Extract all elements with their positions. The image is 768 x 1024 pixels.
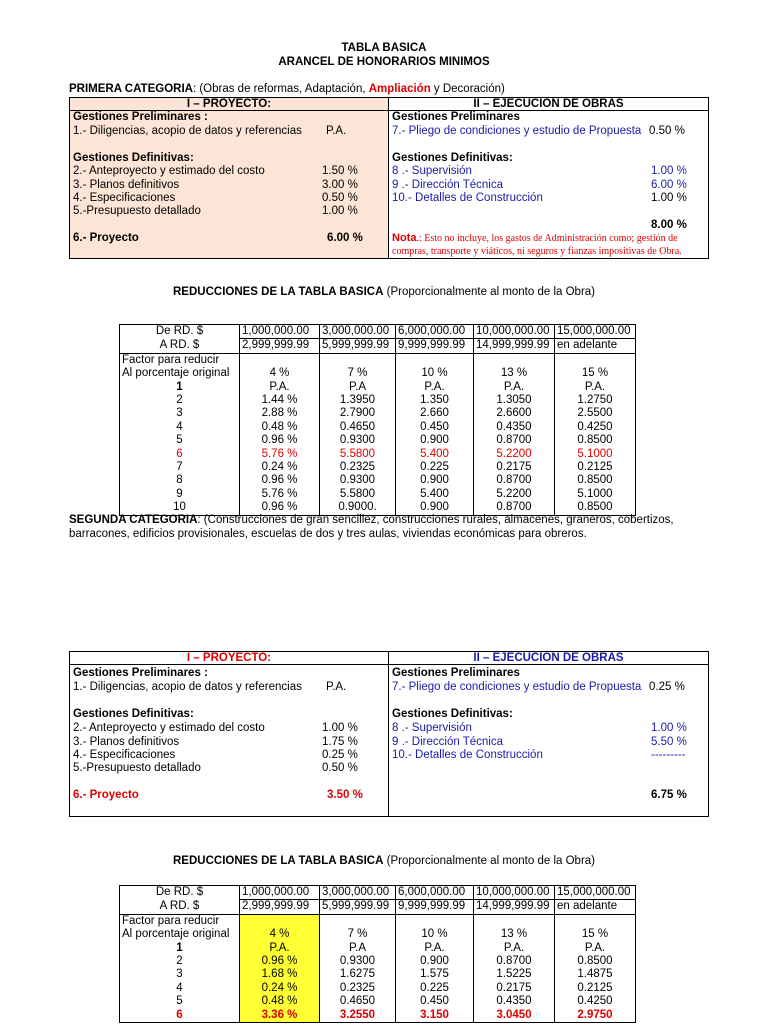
value-cell: 2.9750 xyxy=(555,1009,636,1023)
cat2-label: SEGUNDA CATEGORIA xyxy=(69,514,198,526)
cat2-item10-val: --------- xyxy=(651,749,686,761)
reduc1-de-4: 15,000,000.00 xyxy=(555,325,636,339)
reduc1-pct-2: 10 % xyxy=(396,367,474,380)
cat2-item4: 4.- Especificaciones xyxy=(73,749,176,761)
table-row xyxy=(120,394,636,407)
reduc2-title xyxy=(0,855,768,867)
value-cell: P.A. xyxy=(555,942,636,955)
reduc1-pct-0: 4 % xyxy=(240,367,320,380)
value-cell: 5.400 xyxy=(396,488,474,501)
value-cell: 5.2200 xyxy=(474,448,555,461)
value-cell: 1.3050 xyxy=(474,394,555,407)
value-cell: 0.4650 xyxy=(320,421,396,434)
cat1-ej-def-title: Gestiones Definitivas: xyxy=(392,152,513,164)
value-cell: 0.24 % xyxy=(240,982,320,995)
value-cell: 5.1000 xyxy=(555,488,636,501)
reduc1-de-0: 1,000,000.00 xyxy=(240,325,320,339)
value-cell: 0.9300 xyxy=(320,434,396,447)
cat2-item1: 1.- Diligencias, acopio de datos y referencias xyxy=(73,681,302,693)
reduc1-title xyxy=(0,286,768,298)
factor-cell: 4 xyxy=(120,982,240,995)
cat1-desc-highlight: Ampliación xyxy=(368,83,431,95)
value-cell: 3.36 % xyxy=(240,1009,320,1023)
reduc1-table xyxy=(119,324,636,516)
value-cell: 0.4250 xyxy=(555,995,636,1008)
value-cell: 0.8700 xyxy=(474,474,555,487)
value-cell: 1.6275 xyxy=(320,968,396,981)
value-cell: 0.4650 xyxy=(320,995,396,1008)
reduc1-de-3: 10,000,000.00 xyxy=(474,325,555,339)
value-cell: 1.3950 xyxy=(320,394,396,407)
cat1-item5: 5.-Presupuesto detallado xyxy=(73,205,201,217)
value-cell: 1.5225 xyxy=(474,968,555,981)
cat2-ejecucion-header: II – EJECUCION DE OBRAS xyxy=(389,652,708,665)
factor-cell: 5 xyxy=(120,434,240,447)
reduc2-table xyxy=(119,885,636,1023)
cat1-item7: 7.- Pliego de condiciones y estudio de Propuesta xyxy=(392,125,642,137)
cat1-item1-val: P.A. xyxy=(326,125,347,137)
value-cell: 2.88 % xyxy=(240,407,320,420)
reduc2-de-0: 1,000,000.00 xyxy=(240,886,320,900)
cat2-item4-val: 0.25 % xyxy=(322,749,358,761)
reduc1-a-1: 5,999,999.99 xyxy=(320,339,396,353)
value-cell: 0.225 xyxy=(396,461,474,474)
table-row xyxy=(120,488,636,501)
factor-cell: 4 xyxy=(120,421,240,434)
reduc2-pct-1: 7 % xyxy=(320,928,396,941)
value-cell: 0.9300 xyxy=(320,474,396,487)
table-row xyxy=(120,381,636,394)
cat1-proyecto-col xyxy=(70,98,389,258)
value-cell: 0.8500 xyxy=(555,501,636,515)
cat1-item1: 1.- Diligencias, acopio de datos y referencias xyxy=(73,125,302,137)
value-cell: 1.4875 xyxy=(555,968,636,981)
value-cell: 3.2550 xyxy=(320,1009,396,1023)
value-cell: P.A. xyxy=(474,381,555,394)
reduc2-de-1: 3,000,000.00 xyxy=(320,886,396,900)
reduc1-de-1: 3,000,000.00 xyxy=(320,325,396,339)
reduc1-title-bold: REDUCCIONES DE LA TABLA BASICA xyxy=(173,286,384,298)
value-cell: 0.2325 xyxy=(320,461,396,474)
value-cell: 0.8500 xyxy=(555,434,636,447)
value-cell: 0.96 % xyxy=(240,434,320,447)
table-row xyxy=(120,942,636,955)
cat2-desc: : (Construcciones de gran sencillez, construcciones rurales, almacenes, graneros, cobertizos, barracones, edificios provisionales, escuelas de dos y tres aulas, viviendas económicas para obreros. xyxy=(69,514,674,540)
factor-cell: 1 xyxy=(120,942,240,955)
reduc1-body xyxy=(120,381,636,516)
reduc2-pct-3: 13 % xyxy=(474,928,555,941)
value-cell: 0.2325 xyxy=(320,982,396,995)
value-cell: 0.900 xyxy=(396,501,474,515)
value-cell: 5.5800 xyxy=(320,488,396,501)
reduc2-pct-row xyxy=(120,928,636,941)
table-row xyxy=(120,421,636,434)
table-row xyxy=(120,968,636,981)
table-row xyxy=(120,448,636,461)
value-cell: 0.2175 xyxy=(474,461,555,474)
reduc2-de-4: 15,000,000.00 xyxy=(555,886,636,900)
cat2-item8-val: 1.00 % xyxy=(651,722,687,734)
reduc2-factor-row xyxy=(120,914,636,928)
value-cell: 5.76 % xyxy=(240,488,320,501)
factor-cell: 10 xyxy=(120,501,240,515)
factor-cell: 9 xyxy=(120,488,240,501)
cat2-ej-prelim-title: Gestiones Preliminares xyxy=(392,667,520,679)
table-row xyxy=(120,995,636,1008)
factor-cell: 2 xyxy=(120,394,240,407)
table-row xyxy=(120,434,636,447)
factor-cell: 2 xyxy=(120,955,240,968)
value-cell: 2.5500 xyxy=(555,407,636,420)
reduc1-pct-3: 13 % xyxy=(474,367,555,380)
value-cell: 0.2125 xyxy=(555,982,636,995)
value-cell: P.A. xyxy=(555,381,636,394)
reduc2-a-label: A RD. $ xyxy=(120,900,240,914)
cat2-item3: 3.- Planos definitivos xyxy=(73,736,180,748)
cat2-item3-val: 1.75 % xyxy=(322,736,358,748)
reduc1-title-rest: (Proporcionalmente al monto de la Obra) xyxy=(383,286,595,298)
value-cell: 1.68 % xyxy=(240,968,320,981)
cat2-item2-val: 1.00 % xyxy=(322,722,358,734)
value-cell: 5.2200 xyxy=(474,488,555,501)
cat2-item1-val: P.A. xyxy=(326,681,347,693)
cat2-total-label: 6.- Proyecto xyxy=(73,789,139,801)
table-row xyxy=(120,1009,636,1023)
value-cell: 0.8500 xyxy=(555,474,636,487)
reduc2-de-3: 10,000,000.00 xyxy=(474,886,555,900)
value-cell: 0.900 xyxy=(396,955,474,968)
value-cell: P.A xyxy=(320,381,396,394)
cat1-item10-val: 1.00 % xyxy=(651,192,687,204)
value-cell: 2.6600 xyxy=(474,407,555,420)
value-cell: 0.96 % xyxy=(240,955,320,968)
reduc1-a-row xyxy=(120,339,636,353)
cat1-item4: 4.- Especificaciones xyxy=(73,192,176,204)
cat2-item10: 10.- Detalles de Construcción xyxy=(392,749,543,761)
value-cell: 0.4250 xyxy=(555,421,636,434)
cat1-def-title: Gestiones Definitivas: xyxy=(73,152,194,164)
factor-cell: 1 xyxy=(120,381,240,394)
reduc2-a-3: 14,999,999.99 xyxy=(474,900,555,914)
reduc2-title-rest: (Proporcionalmente al monto de la Obra) xyxy=(383,855,595,867)
value-cell: 0.9000. xyxy=(320,501,396,515)
cat2-prelim-title: Gestiones Preliminares : xyxy=(73,667,208,679)
table-row xyxy=(120,407,636,420)
cat2-total-val: 3.50 % xyxy=(327,789,363,801)
reduc2-de-2: 6,000,000.00 xyxy=(396,886,474,900)
reduc2-a-0: 2,999,999.99 xyxy=(240,900,320,914)
value-cell: 0.24 % xyxy=(240,461,320,474)
reduc1-de-label: De RD. $ xyxy=(120,325,240,339)
reduc2-pct-4: 15 % xyxy=(555,928,636,941)
reduc1-pct-1: 7 % xyxy=(320,367,396,380)
reduc1-de-2: 6,000,000.00 xyxy=(396,325,474,339)
value-cell: 0.450 xyxy=(396,995,474,1008)
cat2-item5-val: 0.50 % xyxy=(322,762,358,774)
reduc1-factor-row xyxy=(120,353,636,367)
cat1-item9: 9 .- Dirección Técnica xyxy=(392,179,503,191)
cat1-desc-post: y Decoración) xyxy=(430,83,505,95)
reduc2-a-4: en adelante xyxy=(555,900,636,914)
reduc2-factor1: Factor para reducir xyxy=(120,914,240,928)
cat1-item3-val: 3.00 % xyxy=(322,179,358,191)
cat1-desc-pre: : (Obras de reformas, Adaptación, xyxy=(192,83,369,95)
reduc2-de-row xyxy=(120,886,636,900)
cat1-prelim-title: Gestiones Preliminares : xyxy=(73,111,208,123)
cat1-item9-val: 6.00 % xyxy=(651,179,687,191)
reduc1-factor1: Factor para reducir xyxy=(120,353,240,367)
value-cell: 0.48 % xyxy=(240,421,320,434)
cat2-item9-val: 5.50 % xyxy=(651,736,687,748)
cat2-item7: 7.- Pliego de condiciones y estudio de Propuesta xyxy=(392,681,642,693)
value-cell: P.A. xyxy=(396,942,474,955)
cat2-item9: 9 .- Dirección Técnica xyxy=(392,736,503,748)
factor-cell: 6 xyxy=(120,448,240,461)
page-title: TABLA BASICA xyxy=(341,42,427,54)
value-cell: 0.450 xyxy=(396,421,474,434)
cat2-ej-def-title: Gestiones Definitivas: xyxy=(392,708,513,720)
value-cell: 5.5800 xyxy=(320,448,396,461)
reduc1-pct-4: 15 % xyxy=(555,367,636,380)
cat2-heading xyxy=(69,514,709,541)
value-cell: 0.8700 xyxy=(474,501,555,515)
reduc2-title-bold: REDUCCIONES DE LA TABLA BASICA xyxy=(173,855,384,867)
value-cell: 0.8700 xyxy=(474,955,555,968)
cat2-item8: 8 .- Supervisión xyxy=(392,722,472,734)
cat1-note-text: .: Esto no incluye, los gastos de Administración como; gestión de compras, transporte y viáticos, ni seguros y fianzas impositivas de Obra. xyxy=(392,233,682,257)
cat2-proyecto-col xyxy=(70,652,389,816)
value-cell: P.A. xyxy=(396,381,474,394)
cat1-item5-val: 1.00 % xyxy=(322,205,358,217)
value-cell: 5.400 xyxy=(396,448,474,461)
reduc1-pct-row xyxy=(120,367,636,380)
factor-cell: 3 xyxy=(120,407,240,420)
cat1-item8: 8 .- Supervisión xyxy=(392,165,472,177)
value-cell: 5.76 % xyxy=(240,448,320,461)
value-cell: 1.350 xyxy=(396,394,474,407)
factor-cell: 6 xyxy=(120,1009,240,1023)
cat1-item8-val: 1.00 % xyxy=(651,165,687,177)
value-cell: P.A. xyxy=(240,942,320,955)
cat1-item2: 2.- Anteproyecto y estimado del costo xyxy=(73,165,265,177)
reduc2-a-row xyxy=(120,900,636,914)
cat1-note xyxy=(392,232,704,258)
page-subtitle: ARANCEL DE HONORARIOS MINIMOS xyxy=(278,56,490,68)
cat1-ejecucion-col xyxy=(389,98,708,258)
cat1-ej-total: 8.00 % xyxy=(651,219,687,231)
cat1-proyecto-header: I – PROYECTO: xyxy=(70,98,388,111)
value-cell: 0.900 xyxy=(396,474,474,487)
cat1-item3: 3.- Planos definitivos xyxy=(73,179,180,191)
reduc2-pct-2: 10 % xyxy=(396,928,474,941)
table-row xyxy=(120,461,636,474)
cat1-item2-val: 1.50 % xyxy=(322,165,358,177)
cat1-item10: 10.- Detalles de Construcción xyxy=(392,192,543,204)
cat1-ej-prelim-title: Gestiones Preliminares xyxy=(392,111,520,123)
value-cell: 3.0450 xyxy=(474,1009,555,1023)
reduc1-a-label: A RD. $ xyxy=(120,339,240,353)
value-cell: 0.8700 xyxy=(474,434,555,447)
value-cell: 1.44 % xyxy=(240,394,320,407)
value-cell: 0.2175 xyxy=(474,982,555,995)
value-cell: 3.150 xyxy=(396,1009,474,1023)
value-cell: 0.96 % xyxy=(240,474,320,487)
value-cell: 0.225 xyxy=(396,982,474,995)
value-cell: 0.4350 xyxy=(474,995,555,1008)
cat2-def-title: Gestiones Definitivas: xyxy=(73,708,194,720)
reduc2-a-2: 9,999,999.99 xyxy=(396,900,474,914)
reduc1-a-4: en adelante xyxy=(555,339,636,353)
cat1-ejecucion-header: II – EJECUCION DE OBRAS xyxy=(389,98,708,111)
cat2-item5: 5.-Presupuesto detallado xyxy=(73,762,201,774)
reduc2-pct-0: 4 % xyxy=(240,928,320,941)
reduc2-de-label: De RD. $ xyxy=(120,886,240,900)
reduc2-body xyxy=(120,942,636,1023)
table-row xyxy=(120,474,636,487)
cat1-total-val: 6.00 % xyxy=(327,232,363,244)
value-cell: 0.8500 xyxy=(555,955,636,968)
value-cell: 0.96 % xyxy=(240,501,320,515)
value-cell: 2.660 xyxy=(396,407,474,420)
factor-cell: 5 xyxy=(120,995,240,1008)
factor-cell: 8 xyxy=(120,474,240,487)
value-cell: P.A. xyxy=(240,381,320,394)
value-cell: 2.7900 xyxy=(320,407,396,420)
table-row xyxy=(120,955,636,968)
table-row xyxy=(120,982,636,995)
reduc1-a-2: 9,999,999.99 xyxy=(396,339,474,353)
cat1-item7-val: 0.50 % xyxy=(649,125,685,137)
cat1-item4-val: 0.50 % xyxy=(322,192,358,204)
value-cell: P.A xyxy=(320,942,396,955)
cat1-heading xyxy=(69,83,505,95)
reduc1-a-0: 2,999,999.99 xyxy=(240,339,320,353)
cat1-label: PRIMERA CATEGORIA xyxy=(69,83,193,95)
cat2-ej-total: 6.75 % xyxy=(651,789,687,801)
reduc2-a-1: 5,999,999.99 xyxy=(320,900,396,914)
value-cell: 0.900 xyxy=(396,434,474,447)
reduc1-a-3: 14,999,999.99 xyxy=(474,339,555,353)
value-cell: 0.48 % xyxy=(240,995,320,1008)
cat2-box xyxy=(69,651,709,817)
cat2-proyecto-header: I – PROYECTO: xyxy=(70,652,388,665)
factor-cell: 7 xyxy=(120,461,240,474)
cat2-item2: 2.- Anteproyecto y estimado del costo xyxy=(73,722,265,734)
value-cell: 0.9300 xyxy=(320,955,396,968)
value-cell: 5.1000 xyxy=(555,448,636,461)
cat2-item7-val: 0.25 % xyxy=(649,681,685,693)
value-cell: 0.4350 xyxy=(474,421,555,434)
reduc1-factor2: Al porcentaje original xyxy=(120,367,240,380)
reduc1-de-row xyxy=(120,325,636,339)
cat1-box xyxy=(69,97,709,259)
cat1-note-label: Nota xyxy=(392,232,417,244)
value-cell: 1.575 xyxy=(396,968,474,981)
cat2-ejecucion-col xyxy=(389,652,708,816)
cat1-total-label: 6.- Proyecto xyxy=(73,232,139,244)
reduc2-factor2: Al porcentaje original xyxy=(120,928,240,941)
value-cell: 0.2125 xyxy=(555,461,636,474)
value-cell: P.A. xyxy=(474,942,555,955)
value-cell: 1.2750 xyxy=(555,394,636,407)
factor-cell: 3 xyxy=(120,968,240,981)
